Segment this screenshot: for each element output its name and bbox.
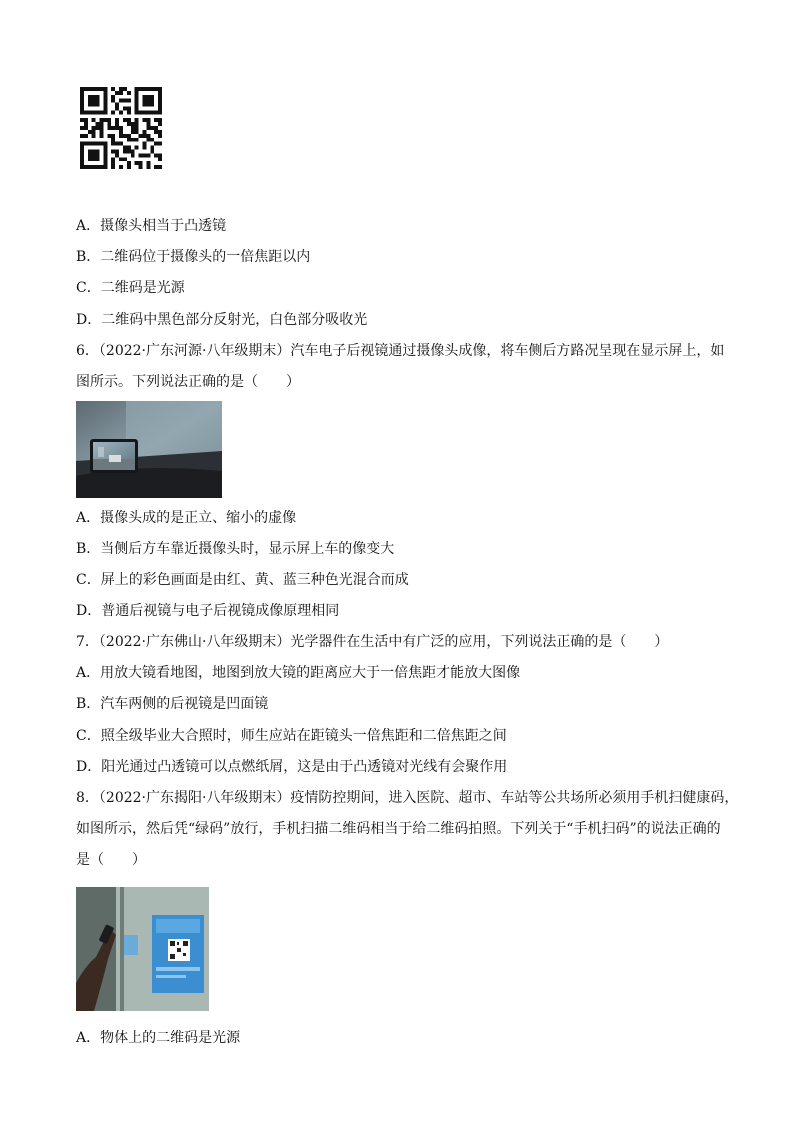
q7-option-c: C．照全级毕业大合照时，师生应站在距镜头一倍焦距和二倍焦距之间	[76, 728, 507, 744]
q6-option-b: B．当侧后方车靠近摄像头时，显示屏上车的像变大	[76, 541, 395, 557]
q7-stem: 7．（2022·广东佛山·八年级期末）光学器件在生活中有广泛的应用，下列说法正确的是（ ）	[76, 634, 669, 650]
q6-option-d: D．普通后视镜与电子后视镜成像原理相同	[76, 603, 340, 619]
q5-option-c: C．二维码是光源	[76, 280, 185, 296]
q8-stem-line3: 是（ ）	[76, 852, 146, 868]
qr-code-image	[80, 87, 162, 169]
q7-option-a: A．用放大镜看地图，地图到放大镜的距离应大于一倍焦距才能放大图像	[76, 665, 521, 681]
q5-option-d: D．二维码中黑色部分反射光，白色部分吸收光	[76, 312, 368, 328]
q5-option-a: A．摄像头相当于凸透镜	[76, 218, 227, 234]
q8-option-a: A．物体上的二维码是光源	[76, 1030, 241, 1046]
phone-scan-qr-photo	[76, 887, 209, 1011]
q6-stem-line1: 6．（2022·广东河源·八年级期末）汽车电子后视镜通过摄像头成像，将车侧后方路况呈现在显示屏上，如	[76, 343, 725, 359]
q8-stem-line2: 如图所示，然后凭“绿码”放行，手机扫描二维码相当于给二维码拍照。下列关于“手机扫码”的说法正确的	[76, 821, 721, 837]
q6-option-a: A．摄像头成的是正立、缩小的虚像	[76, 510, 297, 526]
q6-stem-line2: 图所示。下列说法正确的是（ ）	[76, 374, 300, 390]
q7-option-b: B．汽车两侧的后视镜是凹面镜	[76, 696, 269, 712]
q6-option-c: C．屏上的彩色画面是由红、黄、蓝三种色光混合而成	[76, 572, 409, 588]
q5-option-b: B．二维码位于摄像头的一倍焦距以内	[76, 249, 311, 265]
car-rearview-screen-photo	[76, 401, 222, 498]
q8-stem-line1: 8．（2022·广东揭阳·八年级期末）疫情防控期间，进入医院、超市、车站等公共场所必须用手机扫健康码，	[76, 790, 739, 806]
q7-option-d: D．阳光通过凸透镜可以点燃纸屑，这是由于凸透镜对光线有会聚作用	[76, 759, 508, 775]
